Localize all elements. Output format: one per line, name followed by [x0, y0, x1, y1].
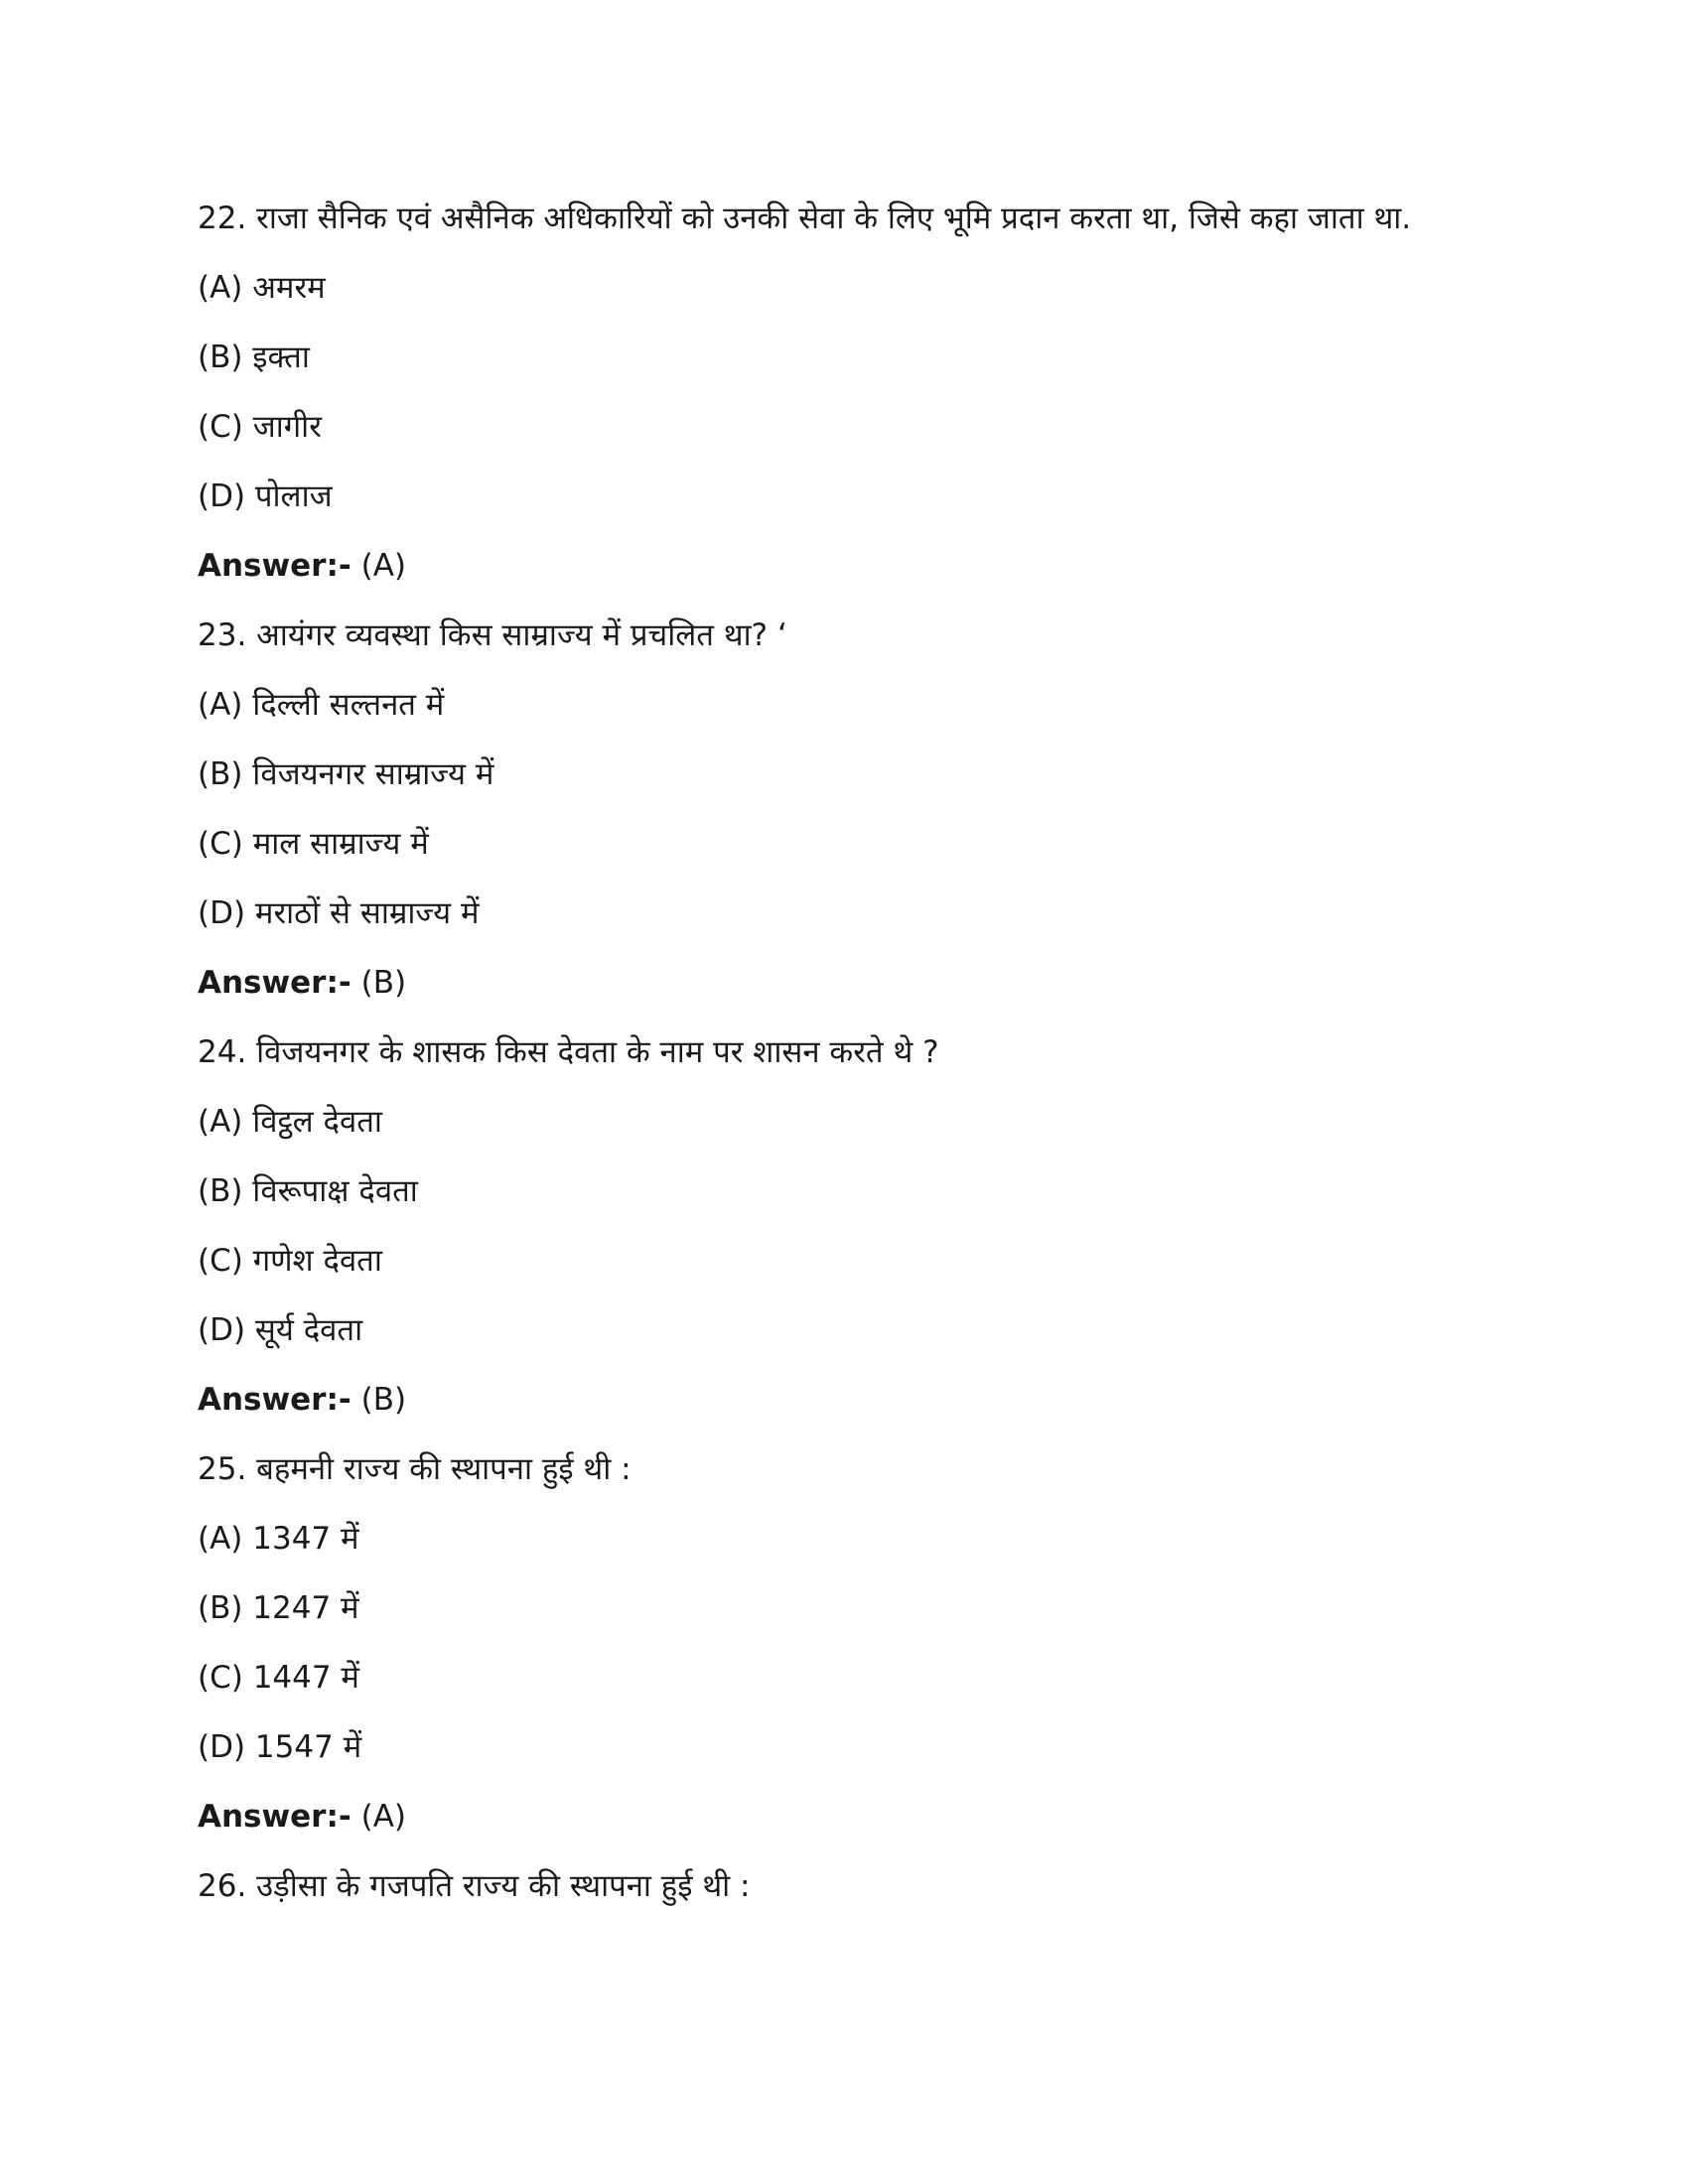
- answer-value: (B): [360, 965, 407, 1001]
- answer-line: [198, 542, 1508, 591]
- option-d: (D) 1547 में: [198, 1729, 362, 1765]
- option-a: (A) दिल्ली सल्तनत में: [198, 687, 445, 723]
- answer-value: (A): [360, 548, 406, 584]
- question-block-25: [198, 1445, 1508, 1842]
- option-a: (A) 1347 में: [198, 1521, 359, 1557]
- option-d: (D) सूर्य देवता: [198, 1312, 363, 1348]
- answer-label: Answer:-: [198, 1382, 352, 1418]
- option-c: (C) गणेश देवता: [198, 1243, 382, 1279]
- option-c: (C) जागीर: [198, 409, 322, 445]
- question-text: 25. बहमनी राज्य की स्थापना हुई थी :: [198, 1451, 632, 1487]
- option-a: (A) विट्ठल देवता: [198, 1104, 382, 1140]
- answer-line: [198, 1793, 1508, 1842]
- option-d: (D) मराठों से साम्राज्य में: [198, 895, 480, 931]
- option-b: (B) 1247 में: [198, 1590, 359, 1626]
- document-page: [198, 195, 1508, 1932]
- question-block-22: [198, 195, 1508, 591]
- answer-line: [198, 1376, 1508, 1425]
- option-c: (C) 1447 में: [198, 1660, 359, 1696]
- option-b: (B) विरूपाक्ष देवता: [198, 1173, 418, 1209]
- question-text: 22. राजा सैनिक एवं असैनिक अधिकारियों को उनकी सेवा के लिए भूमि प्रदान करता था, जिसे कहा जाता था.: [198, 201, 1412, 236]
- option-b: (B) विजयनगर साम्राज्य में: [198, 756, 494, 792]
- option-b: (B) इक्ता: [198, 340, 310, 375]
- question-block-23: [198, 612, 1508, 1008]
- question-block-24: [198, 1028, 1508, 1425]
- answer-label: Answer:-: [198, 1799, 352, 1835]
- answer-line: [198, 959, 1508, 1008]
- question-text: 24. विजयनगर के शासक किस देवता के नाम पर शासन करते थे ?: [198, 1034, 939, 1070]
- question-text: 23. आयंगर व्यवस्था किस साम्राज्य में प्रचलित था? ‘: [198, 617, 787, 653]
- option-d: (D) पोलाज: [198, 478, 333, 514]
- question-block-26: [198, 1862, 1508, 1911]
- answer-value: (A): [360, 1799, 406, 1835]
- answer-label: Answer:-: [198, 965, 352, 1001]
- option-a: (A) अमरम: [198, 270, 326, 306]
- option-c: (C) माल साम्राज्य में: [198, 826, 429, 862]
- question-text: 26. उड़ीसा के गजपति राज्य की स्थापना हुई थी :: [198, 1868, 751, 1904]
- answer-label: Answer:-: [198, 548, 352, 584]
- answer-value: (B): [360, 1382, 407, 1418]
